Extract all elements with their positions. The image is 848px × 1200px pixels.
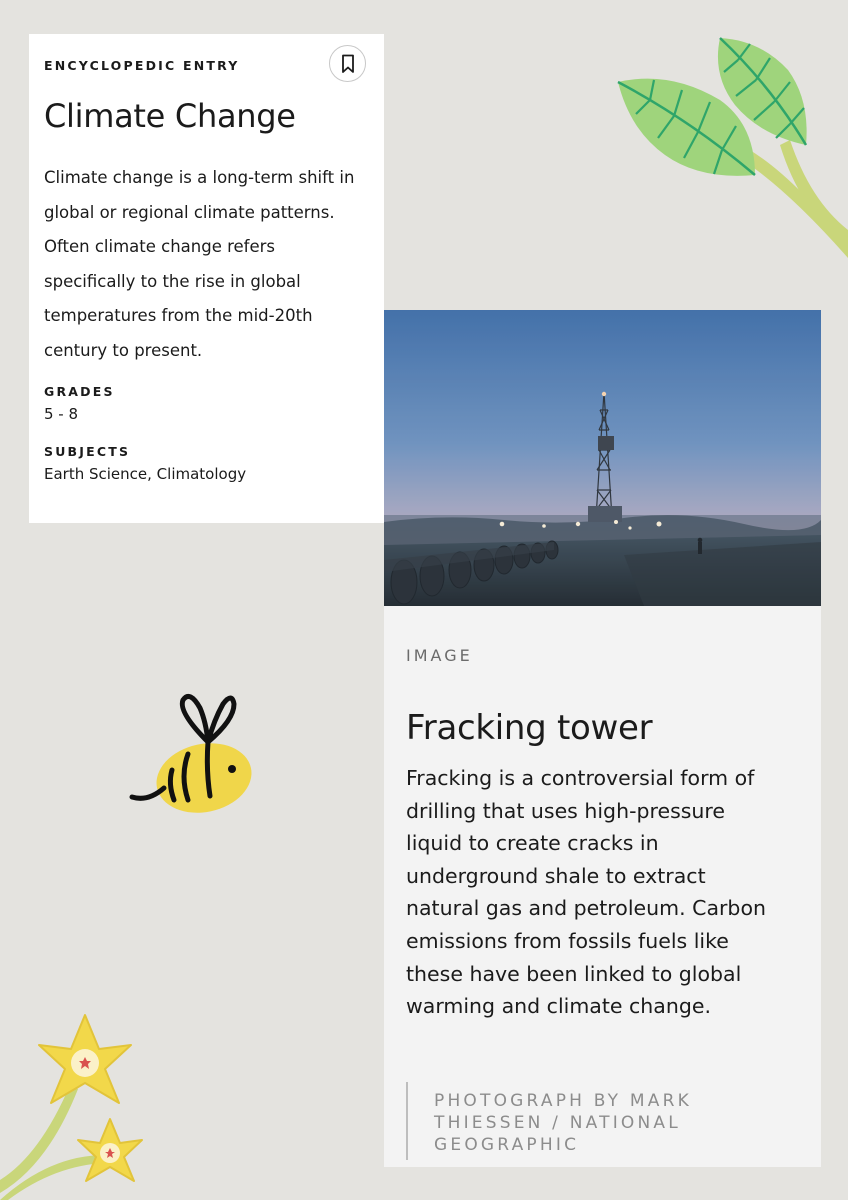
entry-title: Climate Change bbox=[44, 97, 296, 135]
bee-illustration bbox=[128, 692, 254, 816]
flowers-illustration bbox=[0, 1005, 180, 1200]
leaves-illustration bbox=[610, 30, 848, 260]
media-type-label: IMAGE bbox=[406, 646, 473, 665]
fracking-tower-photo[interactable] bbox=[384, 310, 821, 606]
image-caption-card bbox=[384, 606, 821, 1167]
subjects-value: Earth Science, Climatology bbox=[44, 465, 247, 483]
entry-card bbox=[29, 34, 384, 523]
image-title: Fracking tower bbox=[406, 708, 653, 748]
subjects-label: SUBJECTS bbox=[44, 444, 131, 459]
grades-value: 5 - 8 bbox=[44, 405, 79, 423]
photo-credit-text: PHOTOGRAPH BY MARK THIESSEN / NATIONAL GEOGRAPHIC bbox=[434, 1091, 692, 1155]
entry-summary: Climate change is a long-term shift in global or regional climate patterns. Often climate change refers specifically to the rise in global temperatures from the mid-20th century to present. bbox=[44, 168, 355, 360]
bookmark-button[interactable] bbox=[329, 45, 366, 82]
photo-credit bbox=[406, 1082, 746, 1160]
grades-label: GRADES bbox=[44, 384, 115, 399]
bookmark-icon bbox=[341, 54, 355, 74]
entry-eyebrow: ENCYCLOPEDIC ENTRY bbox=[44, 58, 240, 73]
image-caption: Fracking is a controversial form of drilling that uses high-pressure liquid to create cracks in underground shale to extract natural gas and petroleum. Carbon emissions from fossils fuels like these have been linked to global warming and climate change. bbox=[406, 766, 766, 1019]
